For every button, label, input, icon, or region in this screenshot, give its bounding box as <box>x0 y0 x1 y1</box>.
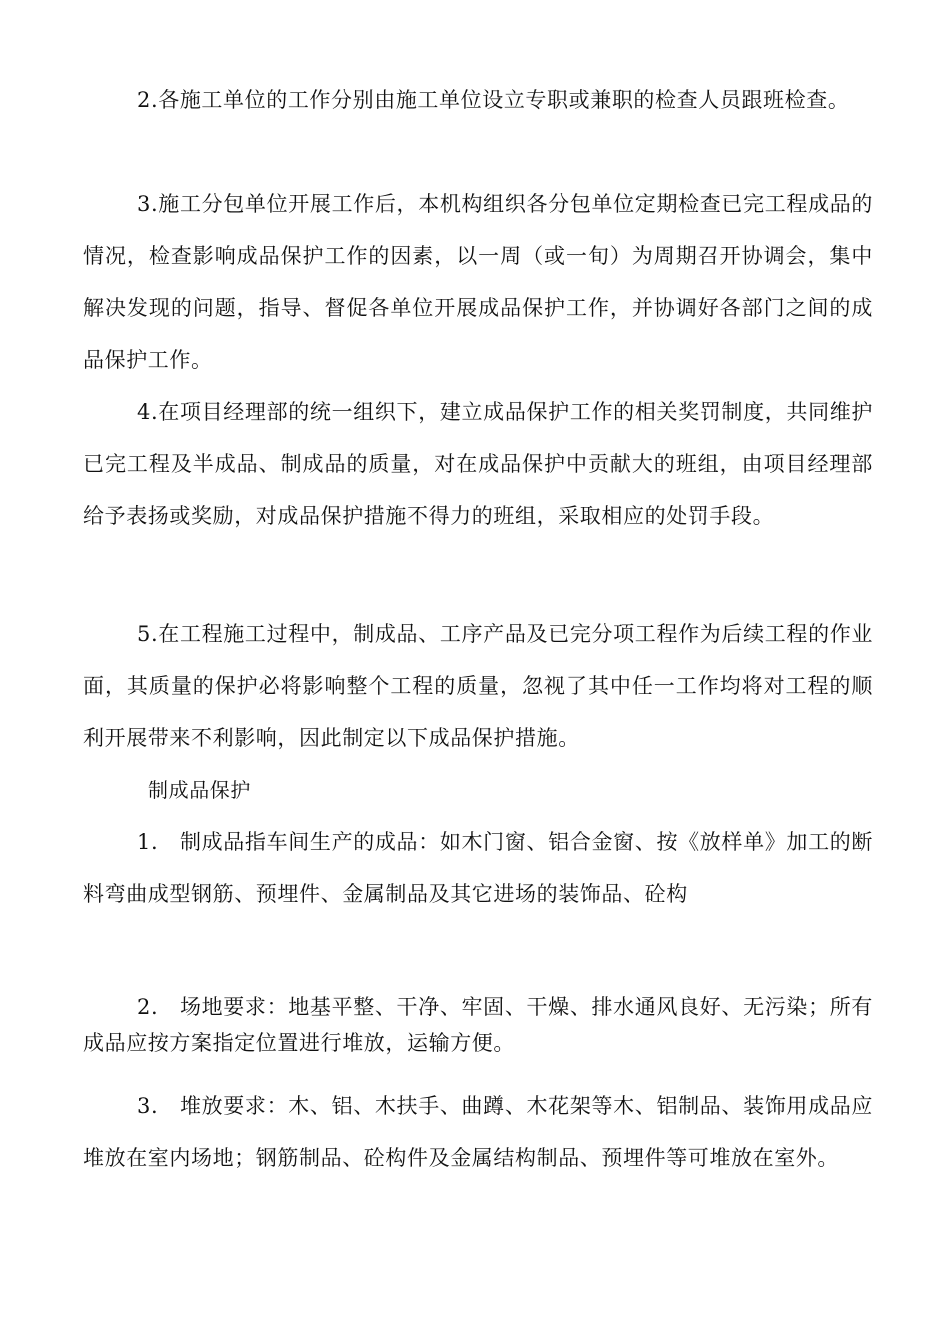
paragraph-4: 4.在项目经理部的统一组织下，建立成品保护工作的相关奖罚制度，共同维护已完工程及半成品、制成品的质量，对在成品保护中贡献大的班组，由项目经理部给予表扬或奖励，对成品保护措施不得力的班组，采取相应的处罚手段。 <box>83 400 873 528</box>
section-heading: 制成品保护 <box>148 778 251 802</box>
paragraph-s1: 1. 制成品指车间生产的成品：如木门窗、铝合金窗、按《放样单》加工的断料弯曲成型钢筋、预埋件、金属制品及其它进场的装饰品、砼构 <box>83 830 873 906</box>
paragraph-5: 5.在工程施工过程中，制成品、工序产品及已完分项工程作为后续工程的作业面，其质量的保护必将影响整个工程的质量，忽视了其中任一工作均将对工程的顺利开展带来不利影响，因此制定以下成品保护措施。 <box>83 622 873 750</box>
paragraph-3: 3.施工分包单位开展工作后，本机构组织各分包单位定期检查已完工程成品的情况，检查影响成品保护工作的因素，以一周（或一旬）为周期召开协调会，集中解决发现的问题，指导、督促各单位开展成品保护工作，并协调好各部门之间的成品保护工作。 <box>83 192 873 372</box>
paragraph-s2: 2. 场地要求：地基平整、干净、牢固、干燥、排水通风良好、无污染；所有成品应按方案指定位置进行堆放，运输方便。 <box>83 995 873 1055</box>
paragraph-2: 2.各施工单位的工作分别由施工单位设立专职或兼职的检查人员跟班检查。 <box>137 88 850 112</box>
paragraph-s3: 3. 堆放要求：木、铝、木扶手、曲蹲、木花架等木、铝制品、装饰用成品应堆放在室内场地；钢筋制品、砼构件及金属结构制品、预埋件等可堆放在室外。 <box>83 1094 873 1170</box>
